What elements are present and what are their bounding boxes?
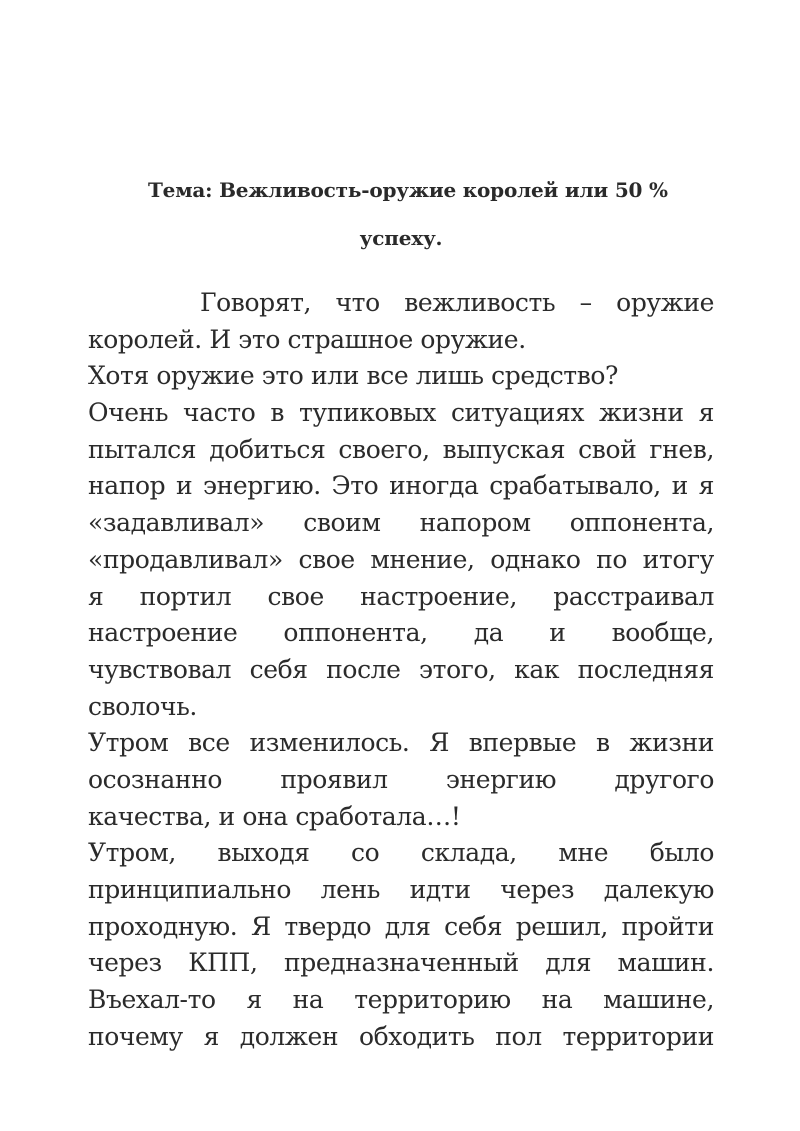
body-line: принципиально лень идти через далекую xyxy=(88,875,714,904)
essay-title-line-2: успеху. xyxy=(359,226,443,250)
body-line: Говорят, что вежливость – оружие xyxy=(200,288,714,317)
body-line: пытался добиться своего, выпуская свой гнев, xyxy=(88,434,714,464)
body-line: Утром, выходя со склада, мне было xyxy=(88,838,714,868)
body-line: почему я должен обходить пол территории xyxy=(88,1021,714,1051)
body-line: Хотя оружие это или все лишь средство? xyxy=(88,361,619,391)
body-line: «продавливал» свое мнение, однако по итогу xyxy=(88,544,714,574)
body-line: королей. И это страшное оружие. xyxy=(88,324,526,354)
body-line: Въехал-то я на территорию на машине, xyxy=(88,985,714,1015)
body-line: сволочь. xyxy=(88,691,197,721)
body-line: через КПП, предназначенный для машин. xyxy=(88,948,714,978)
body-line: я портил свое настроение, расстраивал xyxy=(88,581,714,611)
body-line: Очень часто в тупиковых ситуациях жизни я xyxy=(88,398,714,428)
body-line: «задавливал» своим напором оппонента, xyxy=(88,508,714,538)
body-line: проходную. Я твердо для себя решил, пройти xyxy=(88,911,714,941)
essay-title-line-1: Тема: Вежливость-оружие королей или 50 % xyxy=(148,178,668,202)
body-line: осознанно проявил энергию другого xyxy=(88,764,714,794)
body-line: чувствовал себя после этого, как последняя xyxy=(88,654,714,684)
essay-body xyxy=(88,285,714,1055)
body-line: напор и энергию. Это иногда срабатывало, и я xyxy=(88,471,714,501)
body-line: настроение оппонента, да и вообще, xyxy=(88,618,714,648)
body-line: Утром все изменилось. Я впервые в жизни xyxy=(88,728,714,758)
body-line: качества, и она сработала…! xyxy=(88,801,461,831)
